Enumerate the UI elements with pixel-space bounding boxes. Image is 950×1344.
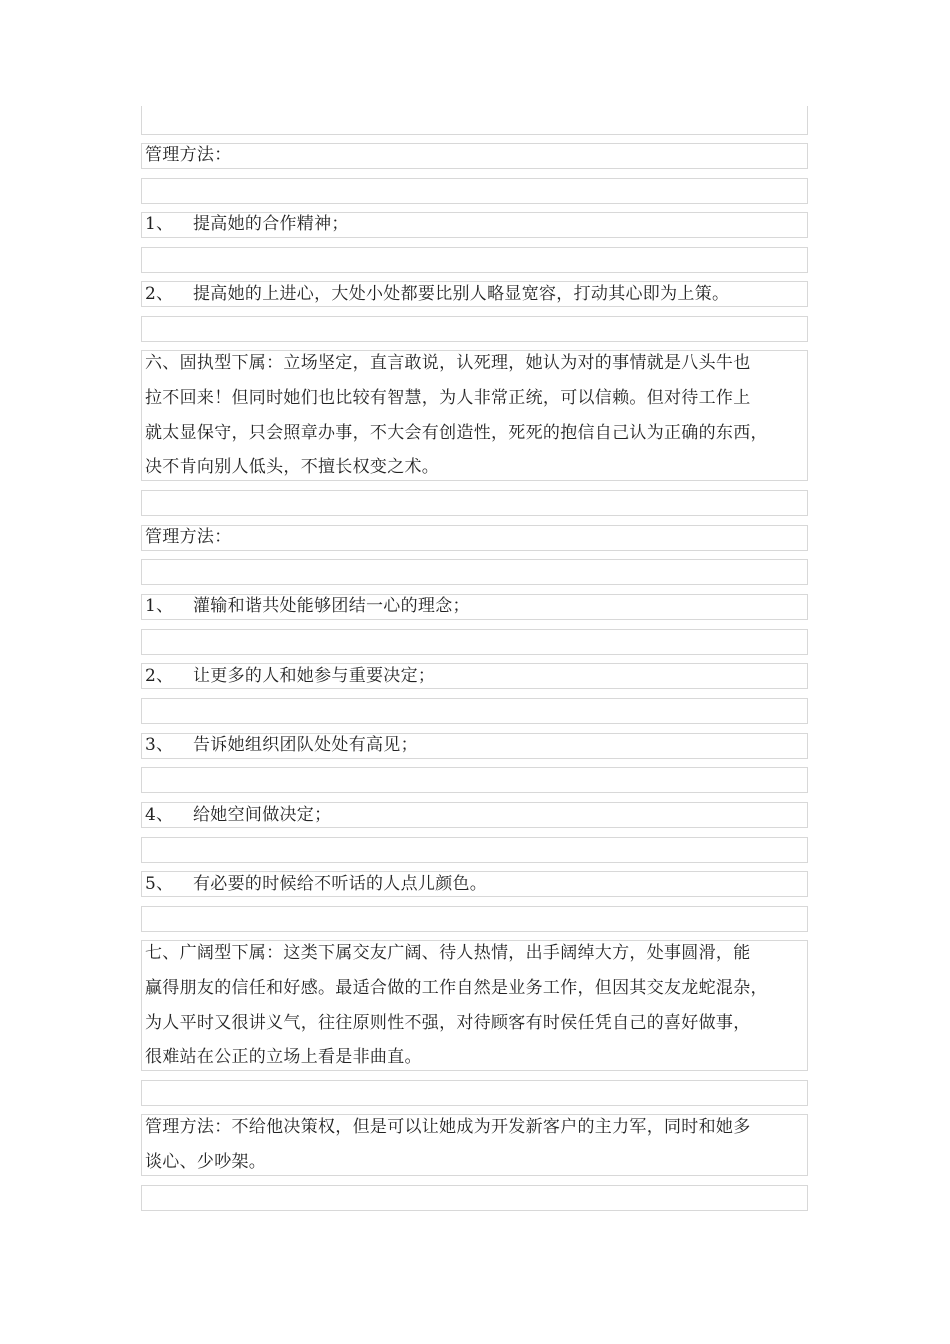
list-item-number: 1、 [145,596,174,616]
paragraph-line: 决不肯向别人低头，不擅长权变之术。 [145,457,440,477]
table-cell [141,906,808,932]
list-item [145,661,817,692]
list-item [145,730,817,761]
list-item-number: 5、 [145,874,174,894]
list-item [145,869,817,900]
list-item-number: 4、 [145,805,174,825]
table-cell [141,247,808,273]
list-item-text: 让更多的人和她参与重要决定； [193,666,436,686]
table-cell [141,837,808,863]
list-item [145,591,817,622]
table-cell [141,1080,808,1106]
paragraph-line: 赢得朋友的信任和好感。最适合做的工作自然是业务工作，但因其交友龙蛇混杂， [145,978,768,998]
list-item-text: 告诉她组织团队处处有高见； [193,735,418,755]
table-cell [141,178,808,204]
list-item [145,209,817,240]
table-cell [141,490,808,516]
list-item-number: 2、 [145,284,174,304]
paragraph-line: 管理方法：不给他决策权，但是可以让她成为开发新客户的主力军，同时和她多 [145,1117,751,1137]
list-item-number: 2、 [145,666,174,686]
paragraph-line: 拉不回来！但同时她们也比较有智慧，为人非常正统，可以信赖。但对待工作上 [145,388,751,408]
table-cell [141,767,808,793]
paragraph-line: 谈心、少吵架。 [145,1152,267,1172]
list-item-number: 3、 [145,735,174,755]
list-item-text: 提高她的上进心，大处小处都要比别人略显宽容，打动其心即为上策。 [193,284,730,304]
management-method-heading: 管理方法： [145,527,232,547]
table-cell [141,1185,808,1211]
list-item-text: 提高她的合作精神； [193,214,349,234]
paragraph-line: 七、广阔型下属：这类下属交友广阔、待人热情，出手阔绰大方，处事圆滑，能 [145,943,751,963]
management-method-heading: 管理方法： [145,145,232,165]
list-item [145,279,817,310]
paragraph-line: 就太显保守，只会照章办事，不大会有创造性，死死的抱信自己认为正确的东西， [145,423,768,443]
paragraph-line: 很难站在公正的立场上看是非曲直。 [145,1047,422,1067]
list-item [145,800,817,831]
table-cell [141,629,808,655]
list-item-text: 有必要的时候给不听话的人点儿颜色。 [193,874,488,894]
table-cell [141,698,808,724]
paragraph-line: 为人平时又很讲义气，往往原则性不强，对待顾客有时侯任凭自己的喜好做事， [145,1013,751,1033]
paragraph-line: 六、固执型下属：立场坚定，直言敢说，认死理，她认为对的事情就是八头牛也 [145,353,751,373]
list-item-number: 1、 [145,214,174,234]
table-cell [141,316,808,342]
table-cell [141,559,808,585]
list-item-text: 给她空间做决定； [193,805,332,825]
list-item-text: 灌输和谐共处能够团结一心的理念； [193,596,470,616]
table-cell [141,106,808,135]
